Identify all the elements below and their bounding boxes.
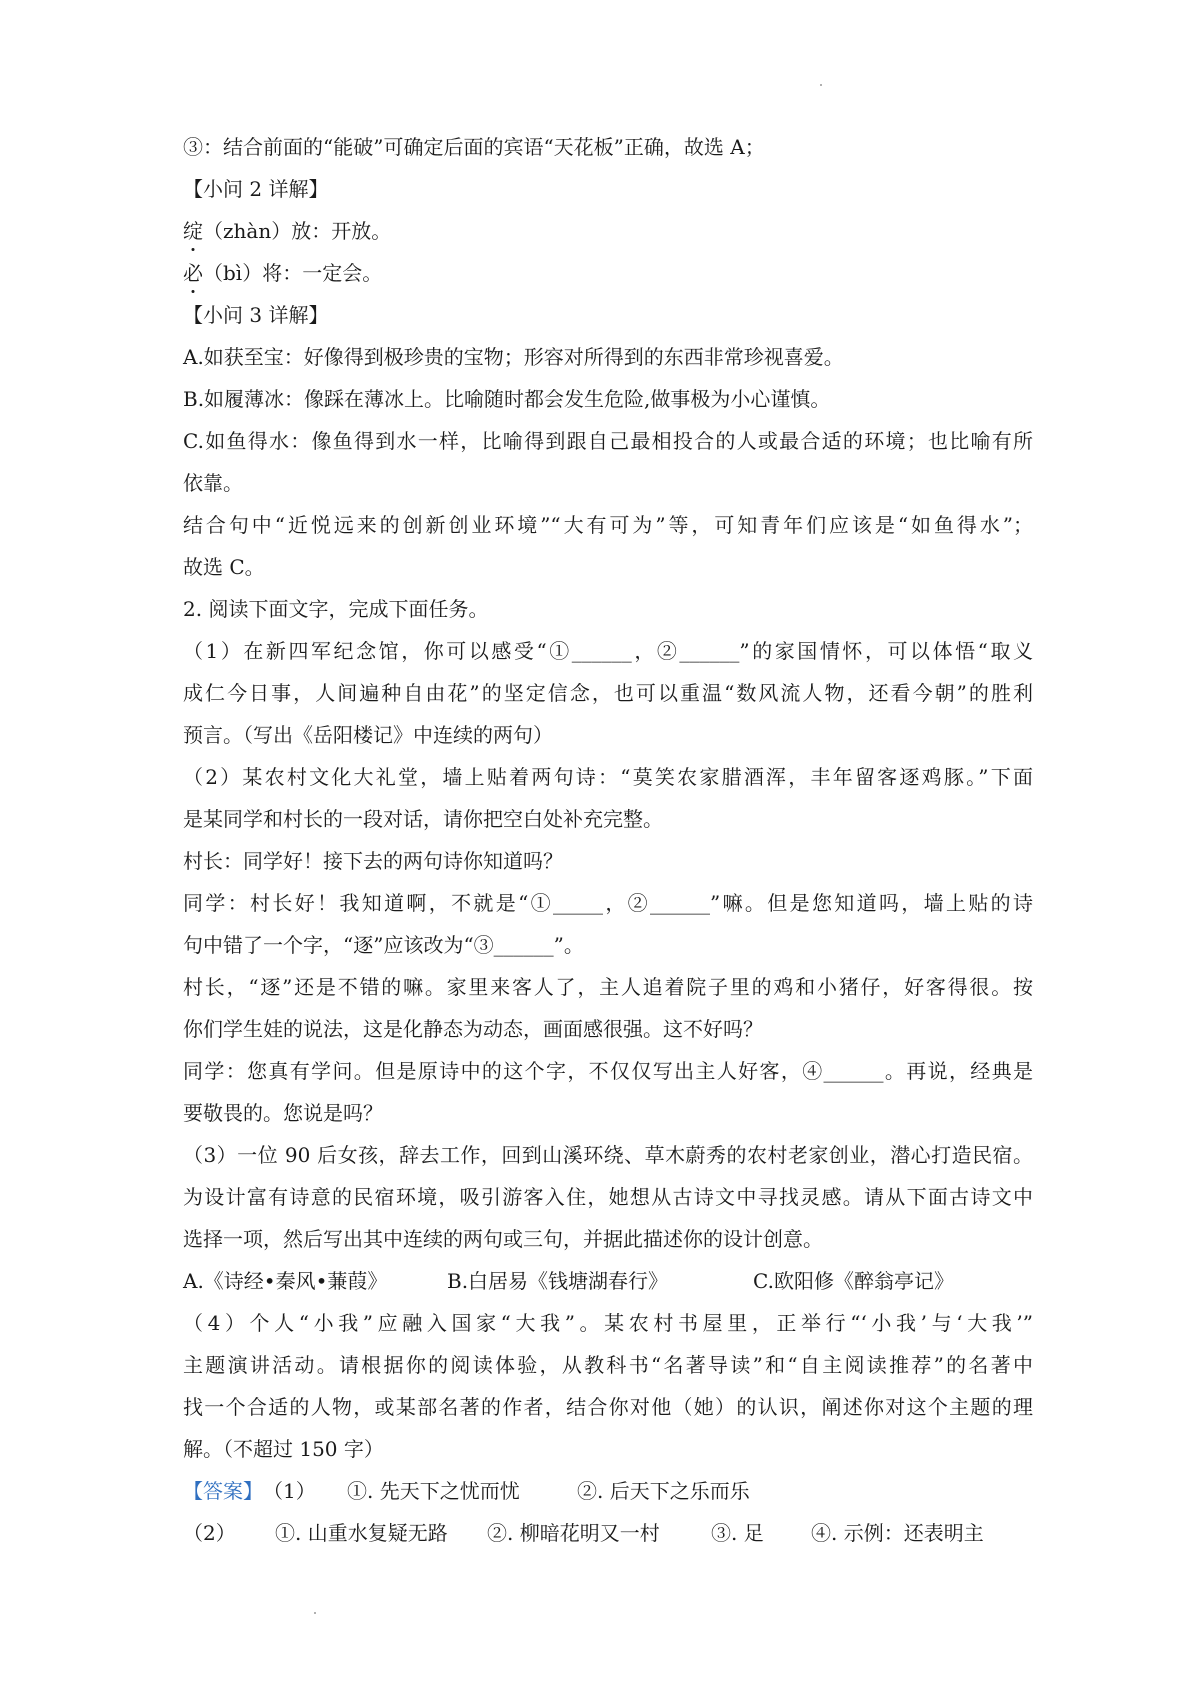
text-line: （4）个人“小我”应融入国家“大我”。某农村书屋里，正举行“‘小我’与‘大我’”: [183, 1311, 1033, 1335]
answer-item: ②. 柳暗花明又一村: [487, 1521, 660, 1545]
answer-item: ①. 先天下之忧而忧: [347, 1479, 520, 1503]
text-line: 解。（不超过 150 字）: [183, 1437, 384, 1461]
emphasized-char: 必: [183, 261, 203, 285]
pinyin-line: [183, 217, 1033, 245]
text-line: 同学：村长好！我知道啊，不就是“①_____，②______”嘛。但是您知道吗，墙上贴的诗: [183, 891, 1033, 915]
pinyin-gloss: （zhàn）放：开放。: [203, 219, 392, 243]
section-heading: 【小问 3 详解】: [183, 303, 329, 327]
text-line: 为设计富有诗意的民宿环境，吸引游客入住，她想从古诗文中寻找灵感。请从下面古诗文中: [183, 1185, 1033, 1209]
text-line: 要敬畏的。您说是吗？: [183, 1101, 383, 1125]
emphasized-char: 绽: [183, 219, 203, 243]
answer-item: ①. 山重水复疑无路: [275, 1521, 448, 1545]
text-line: 村长：同学好！接下去的两句诗你知道吗？: [183, 849, 563, 873]
text-line: C.如鱼得水：像鱼得到水一样，比喻得到跟自己最相投合的人或最合适的环境；也比喻有所: [183, 429, 1033, 453]
scan-speck: [314, 1612, 316, 1614]
answer-row-2: [183, 1519, 1033, 1547]
text-line: 村长，“逐”还是不错的嘛。家里来客人了，主人追着院子里的鸡和小猪仔，好客得很。按: [183, 975, 1033, 999]
text-line: 成仁今日事，人间遍种自由花”的坚定信念，也可以重温“数风流人物，还看今朝”的胜利: [183, 681, 1033, 705]
option-list: [183, 1267, 1033, 1295]
text-line: 故选 C。: [183, 555, 265, 579]
answer-tag: 【答案】: [183, 1479, 263, 1503]
option-b: B.白居易《钱塘湖春行》: [447, 1269, 669, 1293]
text-line: 预言。（写出《岳阳楼记》中连续的两句）: [183, 723, 553, 747]
scan-speck: [820, 84, 822, 86]
text-line: 主题演讲活动。请根据你的阅读体验，从教科书“名著导读”和“自主阅读推荐”的名著中: [183, 1353, 1033, 1377]
answer-item: ④. 示例：还表明主: [811, 1521, 984, 1545]
text-line: ③：结合前面的“能破”可确定后面的宾语“天花板”正确，故选 A；: [183, 135, 765, 159]
text-line: （3）一位 90 后女孩，辞去工作，回到山溪环绕、草木蔚秀的农村老家创业，潜心打造民宿。: [183, 1143, 1033, 1167]
text-line: A.如获至宝：好像得到极珍贵的宝物；形容对所得到的东西非常珍视喜爱。: [183, 345, 844, 369]
text-line: 同学：您真有学问。但是原诗中的这个字，不仅仅写出主人好客，④______。再说，经典是: [183, 1059, 1033, 1083]
option-a: A.《诗经•秦风•蒹葭》: [183, 1269, 388, 1293]
text-line: 结合句中“近悦远来的创新创业环境”“大有可为”等，可知青年们应该是“如鱼得水”；: [183, 513, 1033, 537]
text-line: （1）在新四军纪念馆，你可以感受“①______，②______”的家国情怀，可以体悟“取义: [183, 639, 1033, 663]
answer-item: ③. 足: [711, 1521, 764, 1545]
answer-item: ②. 后天下之乐而乐: [577, 1479, 750, 1503]
text-line: 依靠。: [183, 471, 243, 495]
answer-row-1: [183, 1477, 1033, 1505]
text-line: 你们学生娃的说法，这是化静态为动态，画面感很强。这不好吗？: [183, 1017, 763, 1041]
text-line: B.如履薄冰：像踩在薄冰上。比喻随时都会发生危险,做事极为小心谨慎。: [183, 387, 831, 411]
pinyin-line: [183, 259, 1033, 287]
text-line: （2）某农村文化大礼堂，墙上贴着两句诗：“莫笑农家腊酒浑，丰年留客逐鸡豚。”下面: [183, 765, 1033, 789]
option-c: C.欧阳修《醉翁亭记》: [753, 1269, 954, 1293]
pinyin-gloss: （bì）将：一定会。: [203, 261, 383, 285]
answer-label: （1）: [263, 1479, 316, 1503]
text-line: 句中错了一个字，“逐”应该改为“③______”。: [183, 933, 584, 957]
text-line: 是某同学和村长的一段对话，请你把空白处补充完整。: [183, 807, 663, 831]
section-heading: 【小问 2 详解】: [183, 177, 329, 201]
text-line: 选择一项，然后写出其中连续的两句或三句，并据此描述你的设计创意。: [183, 1227, 823, 1251]
answer-label: （2）: [183, 1521, 236, 1545]
question-title: 2. 阅读下面文字，完成下面任务。: [183, 597, 489, 621]
text-line: 找一个合适的人物，或某部名著的作者，结合你对他（她）的认识，阐述你对这个主题的理: [183, 1395, 1033, 1419]
